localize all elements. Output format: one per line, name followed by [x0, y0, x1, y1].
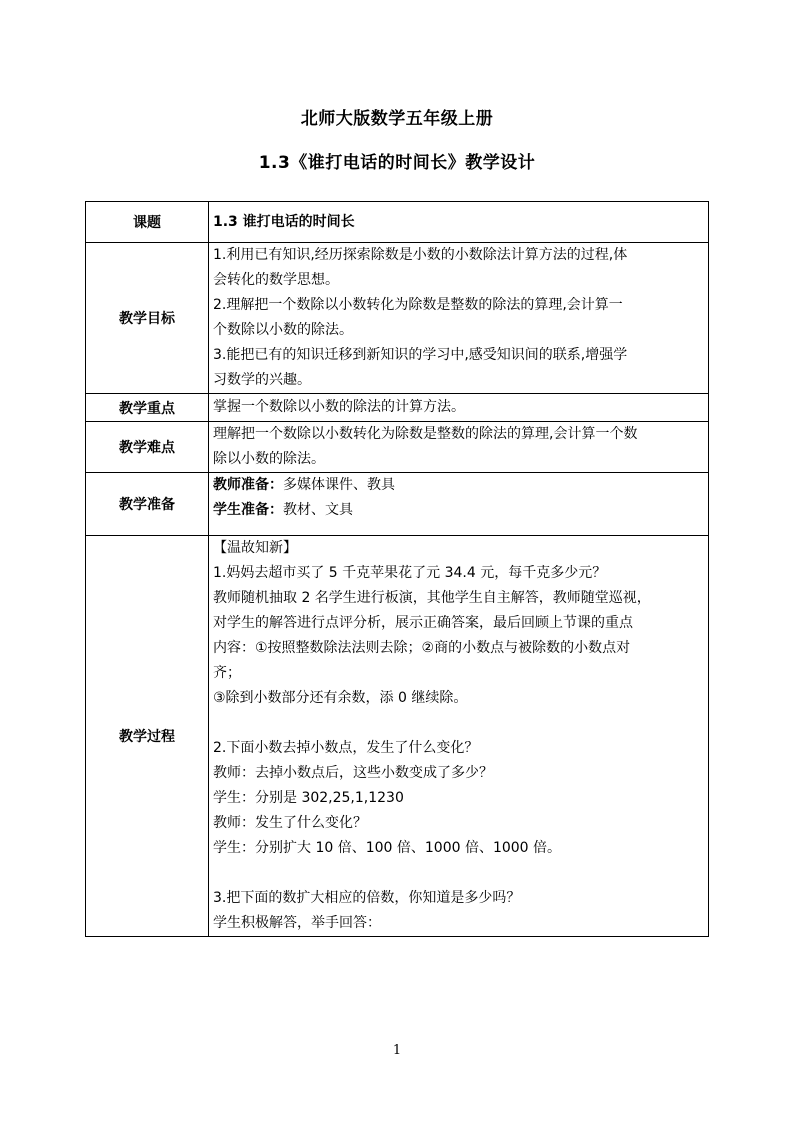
- table-row-objectives: [86, 243, 709, 394]
- objectives-line: 习数学的兴趣。: [213, 372, 311, 388]
- student-preparation-value: 教材、文具: [283, 502, 353, 518]
- objectives-line: 2.理解把一个数除以小数转化为除数是整数的除法的算理,会计算一: [213, 297, 623, 313]
- teacher-preparation-label: 教师准备：: [213, 477, 283, 493]
- objectives-line: 3.能把已有的知识迁移到新知识的学习中,感受知识间的联系,增强学: [213, 347, 628, 363]
- student-preparation: [213, 498, 704, 523]
- table-row-process: [86, 536, 709, 937]
- topic-value: 1.3 谁打电话的时间长: [209, 202, 709, 243]
- process-line: 齐；: [213, 665, 241, 681]
- objectives-line: 会转化的数学思想。: [213, 272, 339, 288]
- difficulties-line: 理解把一个数除以小数转化为除数是整数的除法的算理,会计算一个数: [213, 426, 638, 442]
- difficulties-content: [209, 422, 709, 473]
- blank-line: [213, 861, 704, 886]
- process-line: 内容：①按照整数除法法则去除；②商的小数点与被除数的小数点对: [213, 640, 631, 656]
- process-line: ③除到小数部分还有余数，添 0 继续除。: [213, 690, 468, 706]
- process-label: 教学过程: [86, 536, 209, 937]
- process-line: 对学生的解答进行点评分析，展示正确答案，最后回顾上节课的重点: [213, 615, 633, 631]
- key-points-value: 掌握一个数除以小数的除法的计算方法。: [209, 394, 709, 422]
- difficulties-label: 教学难点: [86, 422, 209, 473]
- teacher-preparation: [213, 473, 704, 498]
- preparation-content: [209, 473, 709, 536]
- document-title: 北师大版数学五年级上册: [300, 109, 494, 129]
- process-line: 教师：发生了什么变化？: [213, 815, 367, 831]
- objectives-content: [209, 243, 709, 394]
- blank-line: [213, 711, 704, 736]
- key-points-label: 教学重点: [86, 394, 209, 422]
- process-line: 1.妈妈去超市买了 5 千克苹果花了元 34.4 元，每千克多少元？: [213, 565, 607, 581]
- table-row-topic: [86, 202, 709, 243]
- process-line: 学生：分别扩大 10 倍、100 倍、1000 倍、1000 倍。: [213, 840, 562, 856]
- teacher-preparation-value: 多媒体课件、教具: [283, 477, 395, 493]
- table-row-difficulties: [86, 422, 709, 473]
- objectives-line: 1.利用已有知识,经历探索除数是小数的小数除法计算方法的过程,体: [213, 247, 628, 263]
- lesson-plan-table: [85, 201, 709, 937]
- process-line: 2.下面小数去掉小数点，发生了什么变化？: [213, 740, 479, 756]
- preparation-label: 教学准备: [86, 473, 209, 536]
- document-subtitle: 1.3《谁打电话的时间长》教学设计: [258, 153, 536, 173]
- process-line: 学生：分别是 302,25,1,1230: [213, 790, 404, 806]
- process-line: 教师随机抽取 2 名学生进行板演，其他学生自主解答，教师随堂巡视，: [213, 590, 651, 606]
- difficulties-line: 除以小数的除法。: [213, 451, 325, 467]
- objectives-line: 个数除以小数的除法。: [213, 322, 353, 338]
- page-number: 1: [392, 1043, 402, 1058]
- table-row-preparation: [86, 473, 709, 536]
- process-section-title: 【温故知新】: [213, 540, 297, 556]
- process-line: 教师：去掉小数点后，这些小数变成了多少？: [213, 765, 493, 781]
- process-content: [209, 536, 709, 937]
- objectives-label: 教学目标: [86, 243, 209, 394]
- table-row-key-points: [86, 394, 709, 422]
- process-line: 学生积极解答，举手回答：: [213, 915, 381, 931]
- process-line: 3.把下面的数扩大相应的倍数，你知道是多少吗？: [213, 890, 521, 906]
- topic-label: 课题: [86, 202, 209, 243]
- student-preparation-label: 学生准备：: [213, 502, 283, 518]
